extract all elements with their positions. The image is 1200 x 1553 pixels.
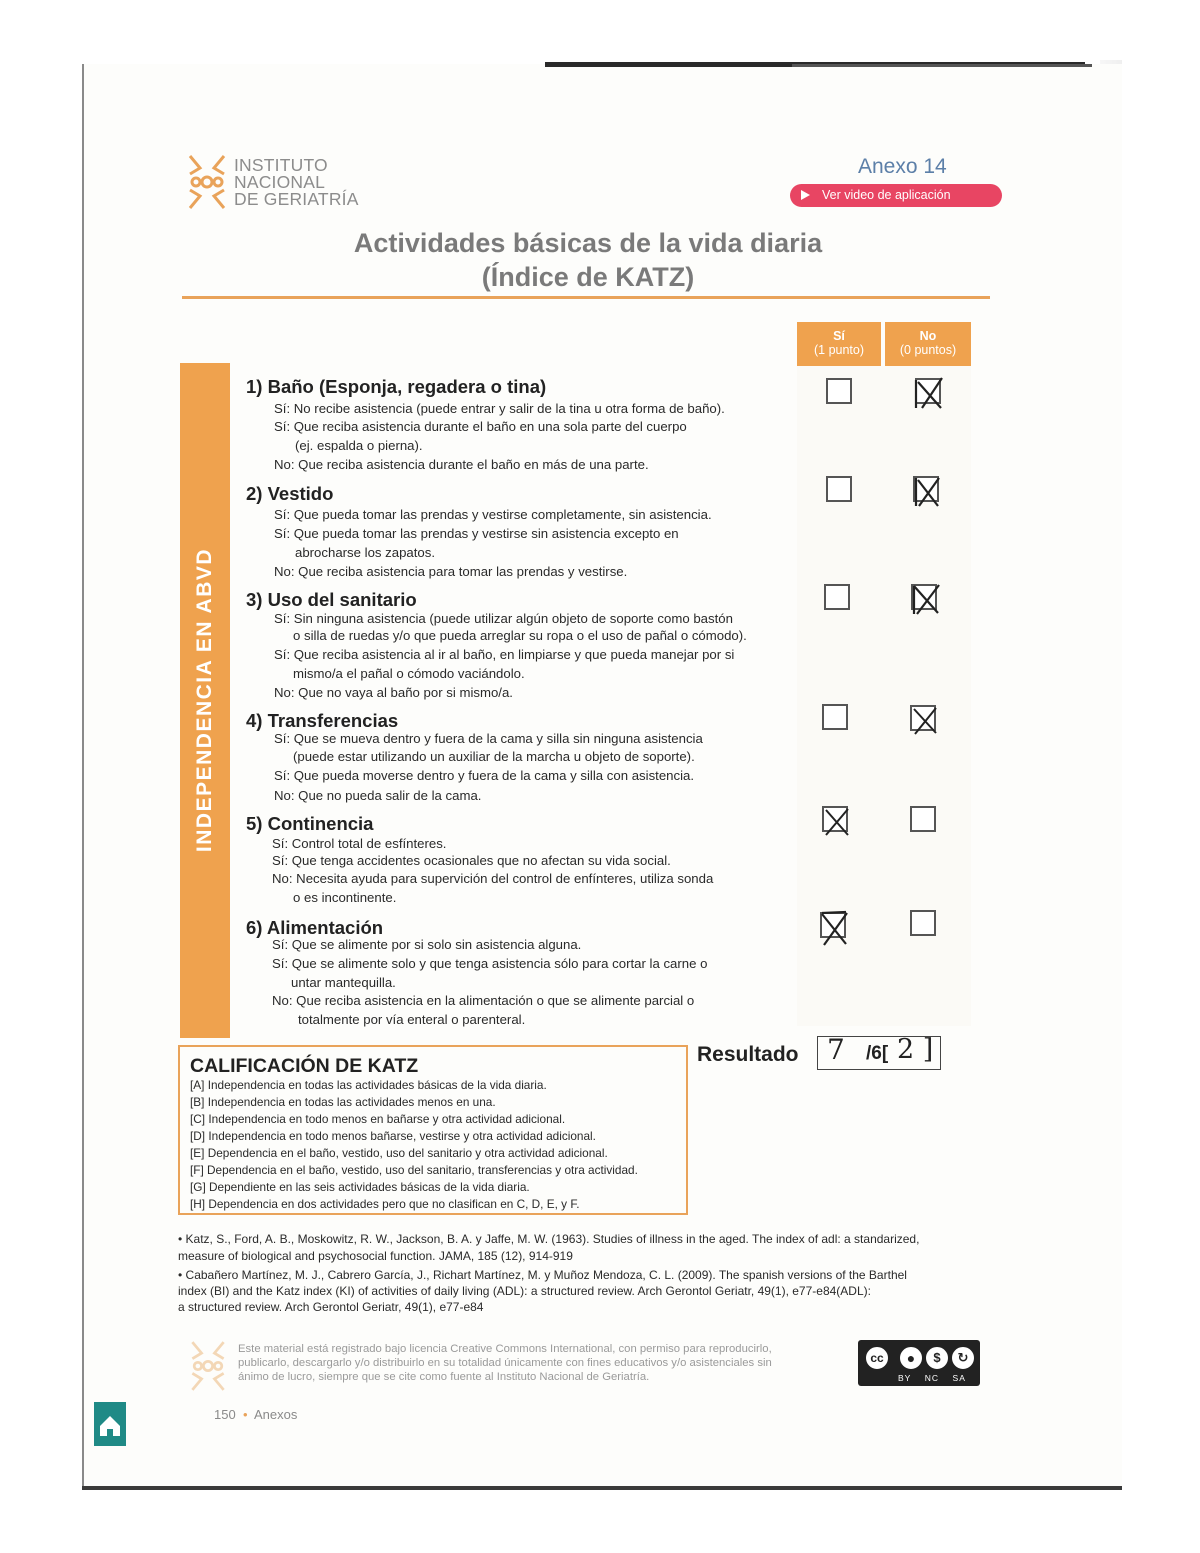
anexo-label: Anexo 14 bbox=[858, 155, 947, 178]
section-line: Sí: Control total de esfínteres. bbox=[272, 836, 447, 851]
section-line: Sí: Que se alimente por si solo sin asistencia alguna. bbox=[272, 937, 582, 952]
person-icon: ● bbox=[898, 1345, 924, 1371]
handwritten-x-icon bbox=[913, 374, 947, 412]
institute-logo-icon bbox=[182, 152, 232, 212]
section-title-transferencias: 4) Transferencias bbox=[246, 710, 399, 731]
creative-commons-badge bbox=[858, 1340, 980, 1386]
section-line: Sí: Que se mueva dentro y fuera de la cama y silla sin ninguna asistencia bbox=[274, 731, 703, 746]
reference-line: • Cabañero Martínez, M. J., Cabrero García, J., Richart Martínez, M. y Muñoz Mendoza, C. L. (2009). The spanish versions of the Barthel bbox=[178, 1268, 907, 1282]
section-line: (ej. espalda o pierna). bbox=[295, 438, 423, 453]
license-line: Este material está registrado bajo licencia Creative Commons International, con permiso para reproducirlo, bbox=[238, 1343, 772, 1355]
section-line: No: Que reciba asistencia en la alimentación o que se alimente parcial o bbox=[272, 993, 695, 1008]
page-number: 150 bbox=[214, 1407, 236, 1422]
institute-line-3: DE GERIATRÍA bbox=[234, 189, 359, 209]
section-line: abrocharse los zapatos. bbox=[295, 545, 436, 560]
calificacion-item: [B] Independencia en todas las actividades menos en una. bbox=[190, 1095, 496, 1109]
checkbox-bano-si[interactable] bbox=[826, 378, 852, 404]
calificacion-item: [C] Independencia en todo menos en bañarse y otra actividad adicional. bbox=[190, 1112, 566, 1126]
page-title-line-1: Actividades básicas de la vida diaria bbox=[353, 228, 823, 258]
section-line: Sí: No recibe asistencia (puede entrar y salir de la tina u otra forma de baño). bbox=[274, 401, 725, 416]
section-line: Sí: Que reciba asistencia durante el baño en una sola parte del cuerpo bbox=[274, 419, 687, 434]
result-label: Resultado bbox=[697, 1043, 799, 1066]
handwritten-x-icon bbox=[909, 580, 943, 618]
section-line: No: Que reciba asistencia para tomar las prendas y vestirse. bbox=[274, 564, 628, 579]
section-line: Sí: Que tenga accidentes ocasionales que no afectan su vida social. bbox=[272, 853, 671, 868]
section-line: o silla de ruedas y/o que pueda arreglar su ropa o el uso de pañal o cómodo). bbox=[293, 628, 747, 643]
reference-line: a structured review. Arch Gerontol Geriatr, 49(1), e77-e84 bbox=[178, 1300, 484, 1314]
license-line: ánimo de lucro, siempre que se cite como fuente al Instituto Nacional de Geriatría. bbox=[238, 1371, 650, 1383]
page-title-line-2: (Índice de KATZ) bbox=[481, 262, 695, 292]
cc-icon: cc bbox=[864, 1345, 890, 1371]
result-grade-handwritten: 2 ] bbox=[897, 1034, 934, 1065]
institute-name bbox=[234, 157, 359, 208]
section-line: No: Que reciba asistencia durante el baño en más de una parte. bbox=[274, 457, 649, 472]
calificacion-item: [G] Dependiente en las seis actividades básicas de la vida diaria. bbox=[190, 1180, 530, 1194]
column-si-label: Sí bbox=[833, 329, 845, 343]
share-alike-icon: ↻ bbox=[950, 1345, 976, 1371]
checkbox-vestido-si[interactable] bbox=[826, 476, 852, 502]
license-line: publicarlo, descargarlo y/o distribuirlo en su totalidad únicamente con fines educativos y/o asistenciales sin bbox=[238, 1357, 772, 1369]
section-title-sanitario: 3) Uso del sanitario bbox=[246, 589, 417, 610]
video-button[interactable] bbox=[790, 184, 1002, 207]
result-score-handwritten: 7 bbox=[827, 1033, 845, 1066]
section-line: Sí: Que reciba asistencia al ir al baño, en limpiarse y que pueda manejar por si bbox=[274, 647, 735, 662]
section-line: Sí: Que pueda tomar las prendas y vestirse completamente, sin asistencia. bbox=[274, 507, 712, 522]
checkbox-vestido-no[interactable] bbox=[913, 476, 939, 502]
section-line: Sí: Que pueda tomar las prendas y vestirse sin asistencia excepto en bbox=[274, 526, 679, 541]
calificacion-title: CALIFICACIÓN DE KATZ bbox=[190, 1055, 419, 1077]
column-no-label: No bbox=[919, 329, 937, 343]
house-glyph-icon bbox=[94, 1402, 126, 1446]
section-line: No: Necesita ayuda para supervición del control de enfínteres, utiliza sonda bbox=[272, 871, 714, 886]
section-line: (puede estar utilizando un auxiliar de la marcha u objeto de soporte). bbox=[293, 749, 695, 764]
title-divider bbox=[182, 296, 990, 299]
section-line: Sí: Que se alimente solo y que tenga asistencia sólo para cortar la carne o bbox=[272, 956, 708, 971]
calificacion-item: [H] Dependencia en dos actividades pero que no clasifican en C, D, E, y F. bbox=[190, 1197, 580, 1211]
result-total: /6[ bbox=[866, 1043, 889, 1064]
play-icon bbox=[801, 190, 810, 200]
checkbox-continencia-no[interactable] bbox=[910, 806, 936, 832]
institute-line-2: NACIONAL bbox=[234, 172, 326, 192]
column-no-points: (0 puntos) bbox=[899, 343, 957, 357]
page-edge-bottom bbox=[82, 1486, 1122, 1490]
handwritten-x-icon bbox=[820, 802, 854, 840]
section-title-alimentacion: 6) Alimentación bbox=[246, 917, 384, 938]
page-footer bbox=[214, 1407, 297, 1422]
checkbox-alimentacion-si[interactable] bbox=[820, 912, 846, 938]
cc-tag-sa: SA bbox=[952, 1373, 966, 1383]
section-line: mismo/a el pañal o cómodo vaciándolo. bbox=[293, 666, 525, 681]
column-header-si bbox=[797, 322, 881, 366]
footer-logo-icon bbox=[185, 1338, 231, 1394]
handwritten-x-icon bbox=[911, 472, 945, 510]
reference-line: index (BI) and the Katz index (KI) of activities of daily living (ADL): a structured review. Arch Gerontol Geriatr, 49(1), e77-e84(ADL): bbox=[178, 1284, 871, 1298]
checkbox-bano-no[interactable] bbox=[915, 378, 941, 404]
bullet-dot: • bbox=[239, 1407, 252, 1422]
section-line: No: Que no pueda salir de la cama. bbox=[274, 788, 482, 803]
calificacion-item: [F] Dependencia en el baño, vestido, uso del sanitario, transferencias y otra actividad. bbox=[190, 1163, 638, 1177]
section-title-continencia: 5) Continencia bbox=[246, 813, 374, 834]
video-button-label: Ver video de aplicación bbox=[822, 188, 951, 202]
section-line: untar mantequilla. bbox=[291, 975, 396, 990]
checkbox-continencia-si[interactable] bbox=[822, 806, 848, 832]
calificacion-item: [A] Independencia en todas las actividades básicas de la vida diaria. bbox=[190, 1078, 547, 1092]
calificacion-item: [E] Dependencia en el baño, vestido, uso del sanitario y otra actividad adicional. bbox=[190, 1146, 608, 1160]
handwritten-x-icon bbox=[908, 701, 942, 739]
section-line: Sí: Que pueda moverse dentro y fuera de la cama y silla con asistencia. bbox=[274, 768, 695, 783]
cc-tag-nc: NC bbox=[924, 1373, 940, 1383]
checkbox-alimentacion-no[interactable] bbox=[910, 910, 936, 936]
handwritten-x-icon bbox=[818, 908, 852, 948]
cc-tag-by: BY bbox=[898, 1373, 912, 1383]
cc-tags bbox=[898, 1373, 966, 1383]
home-icon[interactable] bbox=[94, 1402, 126, 1446]
checkbox-transferencias-si[interactable] bbox=[822, 704, 848, 730]
section-title-bano: 1) Baño (Esponja, regadera o tina) bbox=[246, 376, 547, 397]
section-name: Anexos bbox=[254, 1407, 298, 1422]
checkbox-sanitario-no[interactable] bbox=[911, 584, 937, 610]
section-line: No: Que no vaya al baño por si mismo/a. bbox=[274, 685, 513, 700]
institute-line-1: INSTITUTO bbox=[234, 155, 328, 175]
section-title-vestido: 2) Vestido bbox=[246, 483, 334, 504]
checkbox-sanitario-si[interactable] bbox=[824, 584, 850, 610]
no-dollar-icon: $ bbox=[924, 1345, 950, 1371]
section-line: Sí: Sin ninguna asistencia (puede utilizar algún objeto de soporte como bastón bbox=[274, 611, 733, 626]
reference-line: • Katz, S., Ford, A. B., Moskowitz, R. W., Jackson, B. A. y Jaffe, M. W. (1963). Studies of illness in the aged. The index of adl: a standarized, bbox=[178, 1232, 920, 1246]
checkbox-transferencias-no[interactable] bbox=[910, 705, 936, 731]
section-line: totalmente por vía enteral o parenteral. bbox=[298, 1012, 526, 1027]
section-line: o es incontinente. bbox=[293, 890, 397, 905]
side-label: INDEPENDENCIA EN ABVD bbox=[193, 547, 216, 853]
column-si-points: (1 punto) bbox=[813, 343, 865, 357]
page-edge-top-2 bbox=[792, 64, 1092, 67]
reference-line: measure of biological and psychosocial function. JAMA, 185 (12), 914-919 bbox=[178, 1249, 573, 1263]
calificacion-item: [D] Independencia en todo menos bañarse, vestirse y otra actividad adicional. bbox=[190, 1129, 596, 1143]
column-header-no bbox=[885, 322, 971, 366]
